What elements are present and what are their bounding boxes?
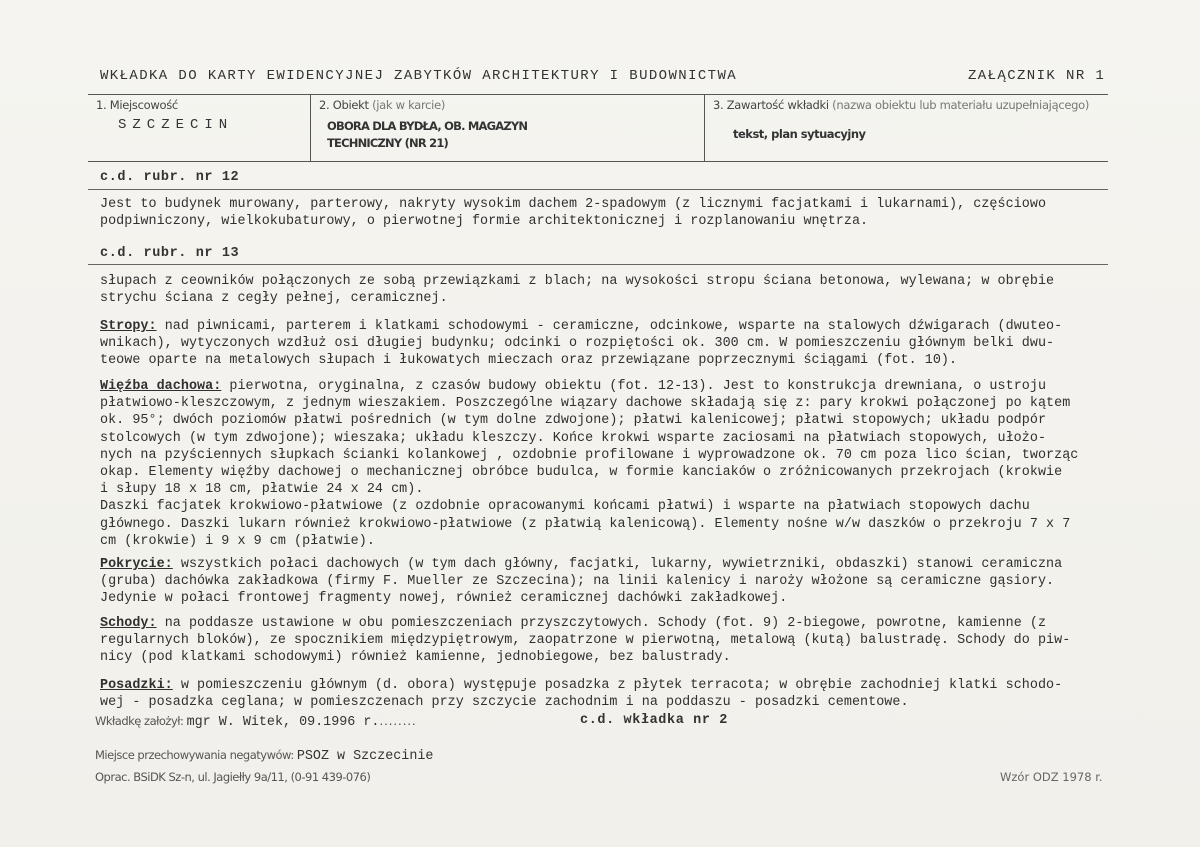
author-value: mgr W. Witek, 09.1996 r. (186, 715, 380, 730)
dotted-line: ........ (379, 714, 417, 728)
schody-label: Schody: (100, 616, 157, 631)
posadzki-label: Posadzki: (100, 678, 173, 693)
stropy-text: nad piwnicami, parterem i klatkami schodowymi - ceramiczne, odcinkowe, wsparte na stalowych dźwigarach (dwuteo- wnikach), wytyczonych wzdłuż osi długiej budynku; odcinki o rozpiętości ok. 300 cm. W pomieszczeniu głównym belki dwu- teowe oparte na metalowych słupach i łukowatych mieczach oraz przewiązane poprzecznymi ściągami (fot. 10). (100, 319, 1063, 369)
rubr13-intro: słupach z ceowników połączonych ze sobą przewiązkami z blach; na wysokości stropu ściana betonowa, wylewana; w obrębie strychu ściana z cegły pełnej, ceramicznej. (100, 274, 1055, 307)
field-content-value: tekst, plan sytuacyjny (733, 127, 866, 141)
schody-text: na poddasze ustawione w obu pomieszczeniach przyszczytowych. Schody (fot. 9) 2-biegowe, powrotne, kamienne (z regularnych bloków), ze spocznikiem międzypiętrowym, zaopatrzone w pierwotną, metalową (kutą) balustradę. Schody do piw- nicy (pod klatkami schodowymi) również kamienne, jednobiegowe, bez balustrady. (100, 616, 1071, 666)
posadzki-paragraph (100, 677, 1130, 711)
field-place-value: SZCZECIN (118, 117, 234, 133)
wiezba-label: Więźba dachowa: (100, 379, 222, 394)
field-place (88, 95, 310, 161)
field-content-label (713, 98, 1089, 112)
wiezba-text: pierwotna, oryginalna, z czasów budowy obiektu (fot. 12-13). Jest to konstrukcja drewniana, o ustroju płatwiowo-kleszczowym, z jednym wieszakiem. Poszczególne wiązary dachowe składają się z: pary krokwi połączonej po kątem ok. 95°; dwóch poziomów płatwi pośrednich (w tym dolne zdwojone); płatwi kalenicowej; płatwi stopowych; układu podpór stolcowych (w tym zdwojone); wieszaka; układu kleszczy. Końce krokwi wsparte zaciosami na płatwiach stopowych, ułożo- nych na pzyściennych słupkach ścianki kolankowej , ozdobnie profilowane i wyprowadzone ok. 70 cm poza lico ścian, tworząc okap. Elementy więźby dachowej o mechanicznej obróbce budulca, w formie kanciaków o zróżnicowanych przekrojach (krokwie i słupy 18 x 18 cm, płatwie 24 x 24 cm). Daszki facjatek krokwiowo-płatwiowe (z ozdobnie opracowanymi końcami płatwi) i wsparte na płatwiach stopowych dachu głównego. Daszki lukarn również krokwiowo-płatwiowe (z płatwią kalenicową). Elementy nośne w/w daszków o przekroju 7 x 7 cm (krokwie) i 9 x 9 cm (płatwie). (100, 379, 1079, 549)
continuation-note: c.d. wkładka nr 2 (580, 713, 728, 728)
form-template: Wzór ODZ 1978 r. (1000, 770, 1103, 784)
field-object (310, 95, 705, 161)
author-line (95, 714, 417, 730)
field-content-label-note: (nazwa obiektu lub materiału uzupełniającego) (832, 98, 1090, 112)
prepared-by: Oprac. BSiDK Sz-n, ul. Jagiełły 9a/11, (0-91 439-076) (95, 770, 371, 784)
pokrycie-text: wszystkich połaci dachowych (w tym dach główny, facjatki, lukarny, wywietrzniki, obdaszki) stanowi ceramiczna (gruba) dachówka zakładkowa (firmy F. Mueller ze Szczecina); na linii kalenicy i naroży włożone są ceramiczne gąsiory. Jedynie w połaci frontowej fragmenty nowej, również ceramicznej dachówki zakładkowej. (100, 557, 1063, 607)
annex-number: ZAŁĄCZNIK NR 1 (968, 68, 1106, 84)
negatives-value: PSOZ w Szczecinie (296, 749, 434, 764)
posadzki-text: w pomieszczeniu głównym (d. obora) występuje posadzka z płytek terracota; w obrębie zachodniej klatki schodo- wej - posadzka ceglana; w pomieszczenach przy szczycie zachodnim i na poddaszu - posadzki cementowe. (100, 678, 1063, 711)
stropy-label: Stropy: (100, 319, 157, 334)
section-heading-rubr12: c.d. rubr. nr 12 (100, 170, 240, 185)
section-rule (88, 264, 1108, 265)
schody-paragraph (100, 615, 1130, 667)
pokrycie-paragraph (100, 556, 1130, 608)
field-content (704, 95, 1109, 161)
section-rule (88, 189, 1108, 190)
field-object-label-note: (jak w karcie) (372, 98, 446, 112)
section-heading-rubr13: c.d. rubr. nr 13 (100, 246, 240, 261)
fields-row (88, 94, 1108, 162)
field-object-label-text: 2. Obiekt (319, 98, 369, 112)
wiezba-paragraph (100, 378, 1130, 550)
negatives-label: Miejsce przechowywania negatywów: (95, 748, 294, 762)
field-object-value: OBORA DLA BYDŁA, OB. MAGAZYN TECHNICZNY (NR 21) (327, 119, 528, 150)
author-label: Wkładkę założył: (95, 714, 184, 728)
stropy-paragraph (100, 318, 1130, 370)
field-content-label-text: 3. Zawartość wkładki (713, 98, 829, 112)
rubr12-text: Jest to budynek murowany, parterowy, nakryty wysokim dachem 2-spadowym (z licznymi facjatkami i lukarnami), częściowo podpiwniczony, wielkokubaturowy, o pierwotnej formie architektonicznej i rozplanowaniu wnętrza. (100, 197, 1047, 230)
field-object-label (319, 98, 445, 112)
pokrycie-label: Pokrycie: (100, 557, 173, 572)
document-title: WKŁADKA DO KARTY EWIDENCYJNEJ ZABYTKÓW ARCHITEKTURY I BUDOWNICTWA (100, 68, 738, 84)
field-place-label: 1. Miejscowość (96, 98, 178, 112)
negatives-line (95, 748, 433, 764)
